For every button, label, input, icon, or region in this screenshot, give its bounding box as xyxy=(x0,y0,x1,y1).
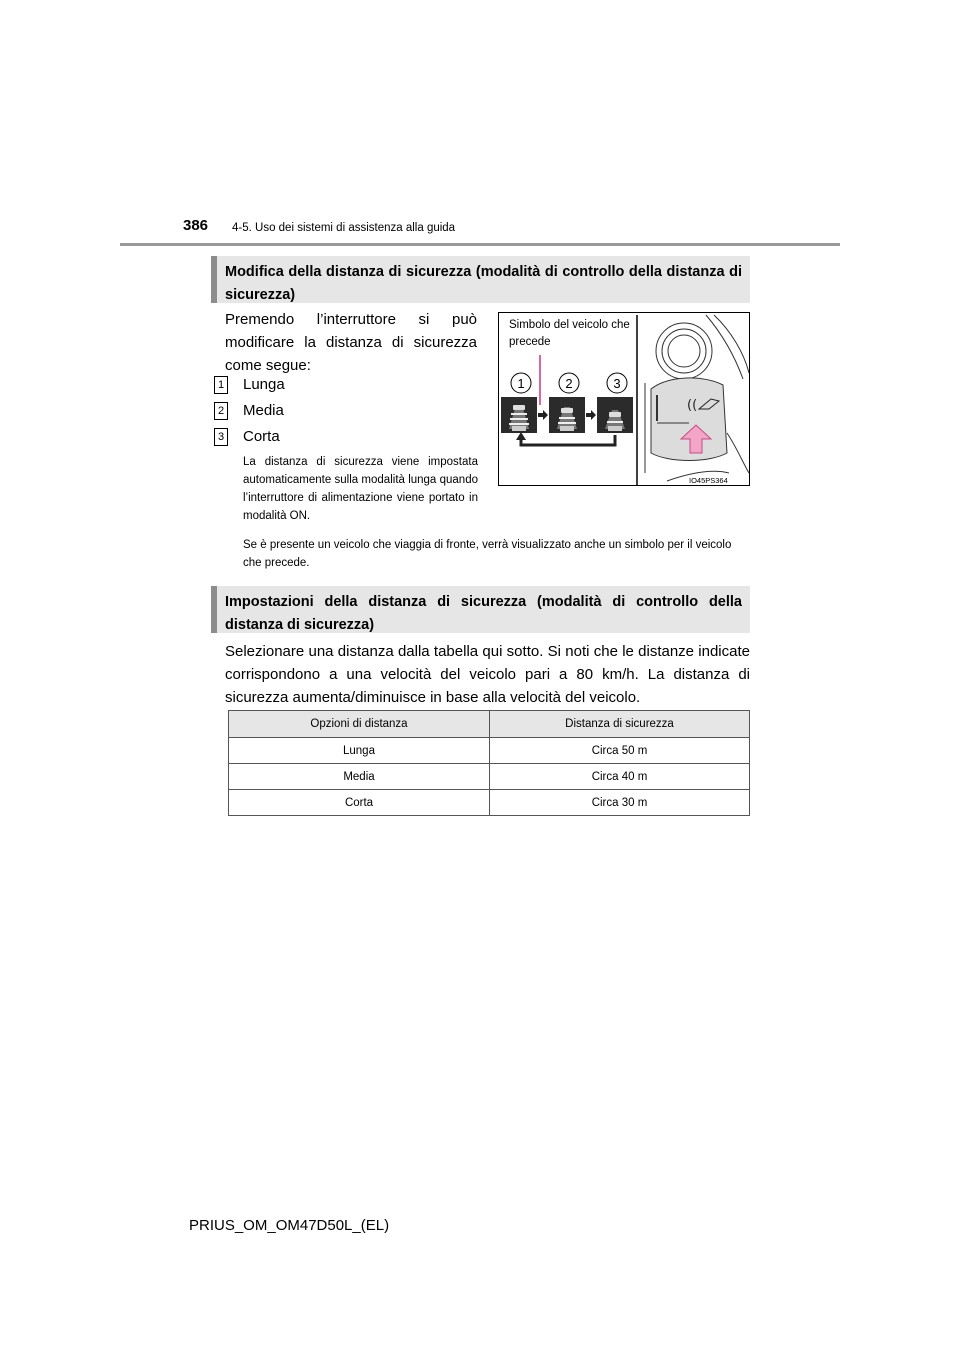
table-cell: Circa 40 m xyxy=(490,764,750,790)
header-rule xyxy=(120,243,840,246)
table-header-cell: Distanza di sicurezza xyxy=(490,711,750,738)
note-default-distance: La distanza di sicurezza viene impostata automaticamente sulla modalità lunga quando l’interruttore di alimentazione viene portato in modalità ON. xyxy=(243,456,478,522)
number-badge: 1 xyxy=(214,376,228,394)
table-header-row xyxy=(229,711,750,738)
table-header-cell: Opzioni di distanza xyxy=(229,711,490,738)
section-heading-distance-change: Modifica della distanza di sicurezza (modalità di controllo della distanza di sicurezza) xyxy=(211,256,750,303)
display-short-icon xyxy=(597,397,633,433)
table-row xyxy=(229,764,750,790)
settings-paragraph: Selezionare una distanza dalla tabella qui sotto. Si noti che le distanze indicate corrispondono a una velocità del veicolo pari a 80 km/h. La distanza di sicurezza aumenta/diminuisce in base alla velocità del veicolo. xyxy=(225,643,750,706)
section-title: 4-5. Uso dei sistemi di assistenza alla guida xyxy=(232,222,456,234)
arrow-icon xyxy=(586,410,596,420)
svg-text:((: (( xyxy=(687,398,698,413)
table-cell: Corta xyxy=(229,790,490,816)
figure-caption: Simbolo del veicolo che precede xyxy=(509,319,630,348)
note-preceding-vehicle: Se è presente un veicolo che viaggia di fronte, verrà visualizzato anche un simbolo per il veicolo che precede. xyxy=(243,539,732,569)
arrow-icon xyxy=(538,410,548,420)
option-label: Lunga xyxy=(243,376,285,393)
table-cell: Circa 30 m xyxy=(490,790,750,816)
table-cell: Lunga xyxy=(229,738,490,764)
callout-3: 3 xyxy=(613,376,621,391)
number-badge: 3 xyxy=(214,428,228,446)
option-medium xyxy=(214,401,284,421)
page-number: 386 xyxy=(183,217,209,234)
steering-switch-icon xyxy=(645,315,749,481)
table-row xyxy=(229,790,750,816)
callout-2: 2 xyxy=(565,376,573,391)
callout-1: 1 xyxy=(517,376,525,391)
table-cell: Circa 50 m xyxy=(490,738,750,764)
option-short xyxy=(214,427,280,447)
section-heading-distance-settings: Impostazioni della distanza di sicurezza (modalità di controllo della distanza di sicurezza) xyxy=(211,586,750,633)
figure-code: IO45PS364 xyxy=(689,476,728,485)
table-row xyxy=(229,738,750,764)
option-long xyxy=(214,375,285,395)
option-label: Corta xyxy=(243,428,280,445)
document-footer: PRIUS_OM_OM47D50L_(EL) xyxy=(189,1217,390,1234)
display-long-icon xyxy=(501,397,537,433)
table-cell: Media xyxy=(229,764,490,790)
number-badge: 2 xyxy=(214,402,228,420)
distance-table xyxy=(228,710,750,816)
display-medium-icon xyxy=(549,397,585,433)
intro-paragraph: Premendo l’interruttore si può modificare la distanza di sicurezza come segue: xyxy=(225,311,477,374)
option-label: Media xyxy=(243,402,284,419)
return-arrow-icon xyxy=(521,435,615,445)
